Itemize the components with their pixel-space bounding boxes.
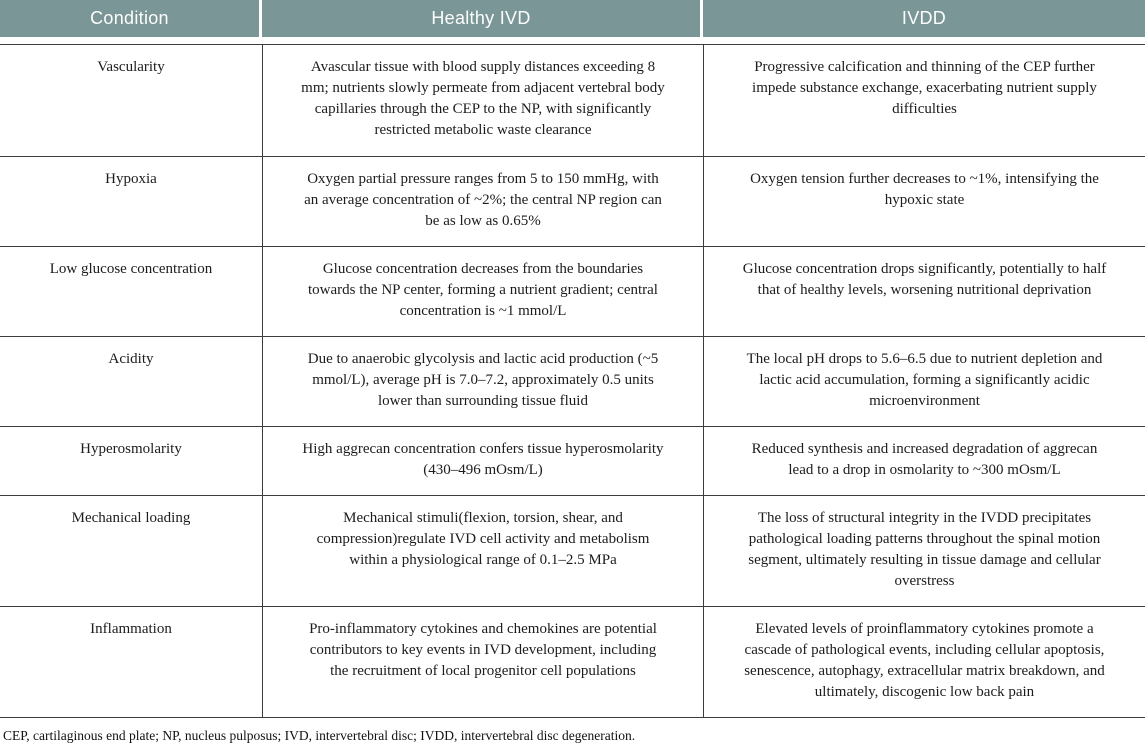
- healthy-ivd-cell: High aggrecan concentration confers tissue hyperosmolarity (430–496 mOsm/L): [262, 427, 703, 495]
- table-row: [0, 45, 1145, 156]
- table-footnote: CEP, cartilaginous end plate; NP, nucleus pulposus; IVD, intervertebral disc; IVDD, intervertebral disc degeneration.: [3, 728, 636, 743]
- table-row: [0, 426, 1145, 495]
- header-condition: Condition: [0, 0, 262, 37]
- header-ivdd: IVDD: [703, 0, 1145, 37]
- healthy-ivd-cell: Pro-inflammatory cytokines and chemokines are potential contributors to key events in IVD development, including the recruitment of local progenitor cell populations: [262, 607, 703, 717]
- ivdd-cell: Elevated levels of proinflammatory cytokines promote a cascade of pathological events, including cellular apoptosis, senescence, autophagy, extracellular matrix breakdown, and ultimately, discogenic low back pain: [703, 607, 1145, 717]
- ivdd-cell: Progressive calcification and thinning of the CEP further impede substance exchange, exacerbating nutrient supply difficulties: [703, 45, 1145, 156]
- header-healthy-ivd: Healthy IVD: [262, 0, 703, 37]
- table-row: [0, 246, 1145, 336]
- table-body: [0, 44, 1145, 718]
- table-row: [0, 336, 1145, 426]
- condition-cell: Inflammation: [90, 621, 172, 637]
- condition-cell: Hyperosmolarity: [80, 441, 182, 457]
- table-header-row: [0, 0, 1145, 37]
- healthy-ivd-cell: Oxygen partial pressure ranges from 5 to 150 mmHg, with an average concentration of ~2%; the central NP region can be as low as 0.65%: [262, 157, 703, 246]
- table-row: [0, 156, 1145, 246]
- condition-cell: Acidity: [108, 351, 154, 367]
- condition-cell: Hypoxia: [105, 171, 157, 187]
- healthy-ivd-cell: Due to anaerobic glycolysis and lactic acid production (~5 mmol/L), average pH is 7.0–7.2, approximately 0.5 units lower than surrounding tissue fluid: [262, 337, 703, 426]
- healthy-ivd-cell: Avascular tissue with blood supply distances exceeding 8 mm; nutrients slowly permeate from adjacent vertebral body capillaries through the CEP to the NP, with significantly restricted metabolic waste clearance: [262, 45, 703, 156]
- ivdd-cell: Reduced synthesis and increased degradation of aggrecan lead to a drop in osmolarity to ~300 mOsm/L: [703, 427, 1145, 495]
- ivdd-cell: Glucose concentration drops significantly, potentially to half that of healthy levels, worsening nutritional deprivation: [703, 247, 1145, 336]
- condition-cell: Mechanical loading: [71, 510, 191, 526]
- healthy-ivd-cell: Glucose concentration decreases from the boundaries towards the NP center, forming a nutrient gradient; central concentration is ~1 mmol/L: [262, 247, 703, 336]
- healthy-ivd-cell: Mechanical stimuli(flexion, torsion, shear, and compression)regulate IVD cell activity and metabolism within a physiological range of 0.1–2.5 MPa: [262, 496, 703, 606]
- ivdd-cell: The local pH drops to 5.6–6.5 due to nutrient depletion and lactic acid accumulation, forming a significantly acidic microenvironment: [703, 337, 1145, 426]
- table-row: [0, 606, 1145, 717]
- condition-cell: Low glucose concentration: [49, 261, 213, 277]
- ivdd-cell: Oxygen tension further decreases to ~1%, intensifying the hypoxic state: [703, 157, 1145, 246]
- ivdd-cell: The loss of structural integrity in the IVDD precipitates pathological loading patterns throughout the spinal motion segment, ultimately resulting in tissue damage and cellular overstress: [703, 496, 1145, 606]
- table-row: [0, 495, 1145, 606]
- condition-cell: Vascularity: [97, 59, 165, 75]
